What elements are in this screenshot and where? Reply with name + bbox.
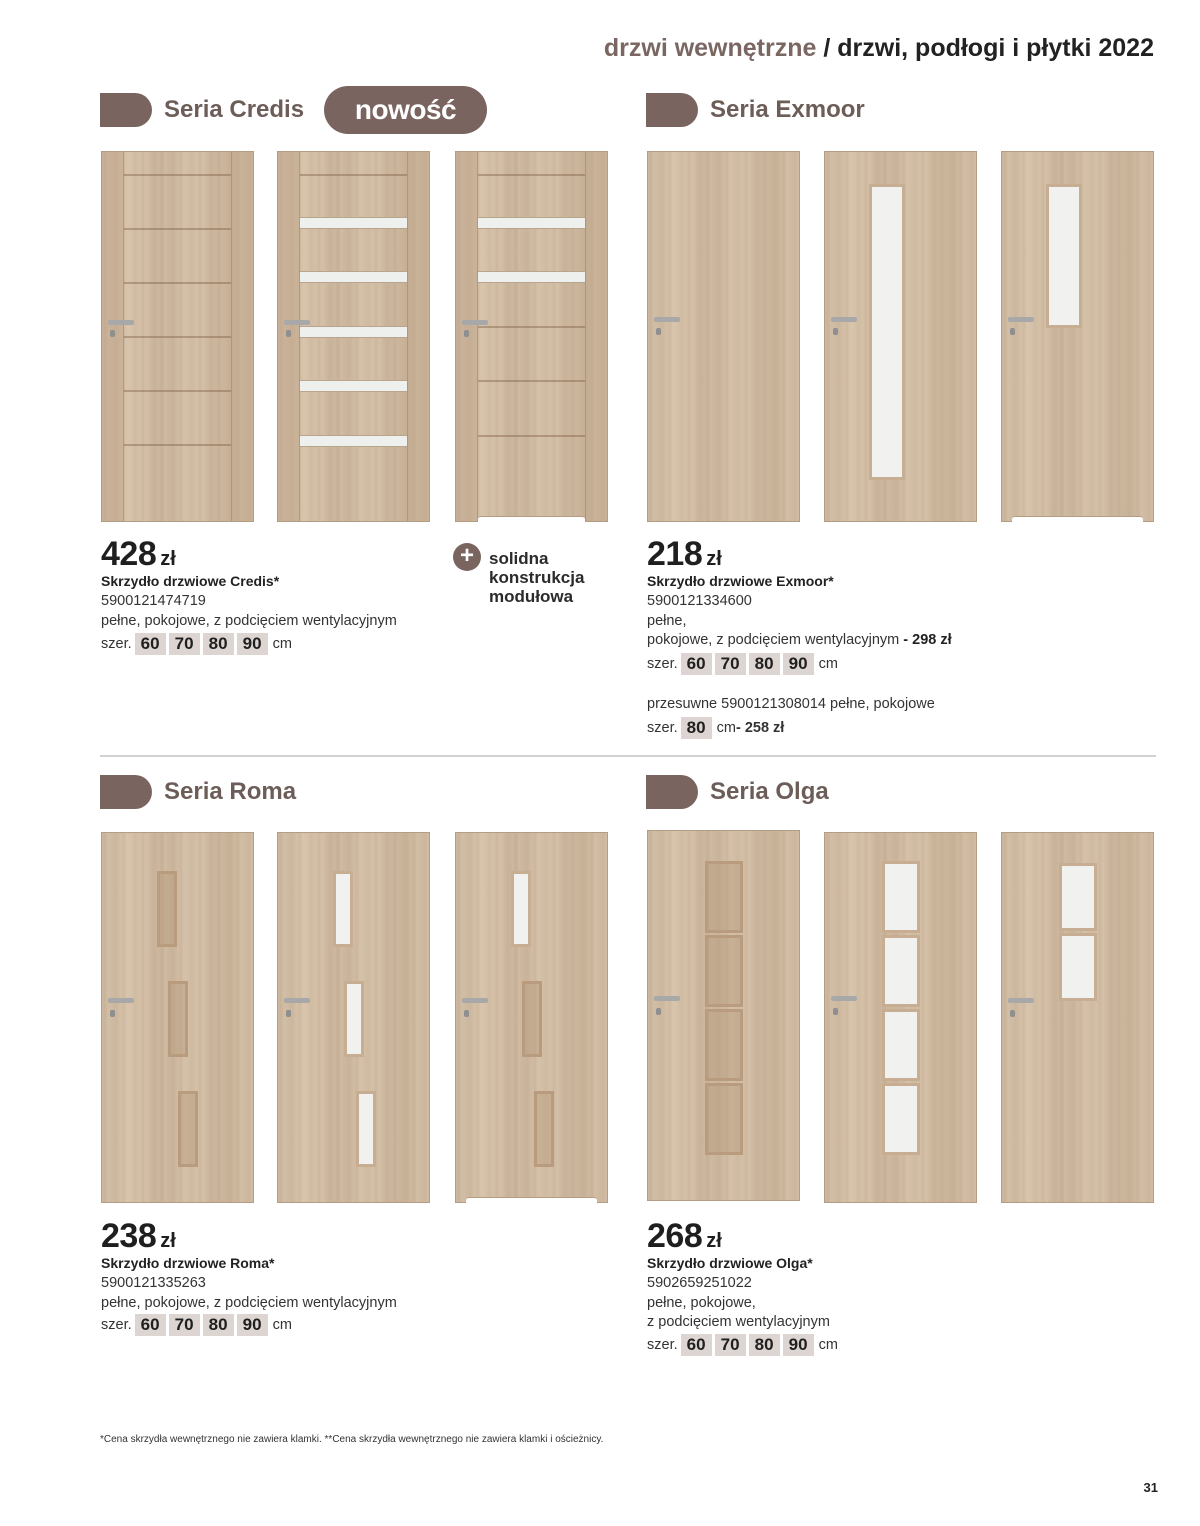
product-description: pełne, pokojowe, z podcięciem wentylacyjnym — [101, 613, 397, 629]
price-value: 428 — [101, 535, 157, 573]
header-category: drzwi wewnętrzne — [603, 34, 817, 62]
size-option[interactable]: 60 — [135, 1314, 166, 1336]
size-option[interactable]: 90 — [783, 653, 814, 675]
series-heading-exmoor — [646, 92, 865, 128]
price-olga — [647, 1217, 722, 1256]
door-handle-icon — [108, 320, 134, 325]
door-handle-icon — [462, 320, 488, 325]
price-currency: zł — [706, 548, 722, 570]
size-option[interactable]: 60 — [135, 633, 166, 655]
door-image-credis-glass-vent — [455, 151, 608, 522]
series-name: Seria Olga — [710, 778, 829, 805]
size-label: szer. — [647, 720, 678, 736]
product-description: z podcięciem wentylacyjnym — [647, 1314, 830, 1330]
sliding-size-selector — [647, 717, 784, 739]
door-handle-icon — [831, 996, 857, 1001]
door-handle-icon — [831, 317, 857, 322]
size-selector — [101, 1314, 292, 1336]
variant-text: pokojowe, z podcięciem wentylacyjnym — [647, 632, 900, 648]
series-pill-shape — [646, 775, 698, 809]
size-option[interactable]: 70 — [169, 1314, 200, 1336]
door-handle-icon — [1008, 998, 1034, 1003]
door-image-credis-glass — [277, 151, 430, 522]
door-handle-icon — [654, 317, 680, 322]
size-selector — [647, 653, 838, 675]
price-currency: zł — [160, 1230, 176, 1252]
size-option[interactable]: 80 — [203, 1314, 234, 1336]
feature-note — [453, 543, 584, 606]
series-pill-shape — [100, 775, 152, 809]
size-label: szer. — [101, 636, 132, 652]
sliding-price: - 258 zł — [735, 720, 785, 736]
section-divider — [100, 755, 1156, 757]
size-option[interactable]: 80 — [749, 1334, 780, 1356]
size-option[interactable]: 80 — [203, 633, 234, 655]
size-option[interactable]: 70 — [715, 1334, 746, 1356]
product-description-variant — [647, 632, 952, 648]
lock-icon — [286, 330, 291, 337]
variant-price: - 298 zł — [899, 632, 952, 648]
size-option[interactable]: 70 — [715, 653, 746, 675]
series-heading-roma — [100, 774, 296, 810]
lock-icon — [656, 1008, 661, 1015]
door-handle-icon — [654, 996, 680, 1001]
lock-icon — [286, 1010, 291, 1017]
size-label: szer. — [647, 656, 678, 672]
series-heading-olga — [646, 774, 829, 810]
lock-icon — [656, 328, 661, 335]
header-separator: / — [816, 34, 838, 62]
product-ean: 5900121334600 — [647, 593, 752, 609]
door-handle-icon — [462, 998, 488, 1003]
size-option[interactable]: 90 — [237, 1314, 268, 1336]
header-title: drzwi, podłogi i płytki 2022 — [837, 34, 1154, 62]
door-image-exmoor-full — [647, 151, 800, 522]
series-name: Seria Credis — [164, 96, 305, 123]
new-badge: nowość — [324, 86, 487, 134]
size-option[interactable]: 60 — [681, 653, 712, 675]
size-option[interactable]: 80 — [749, 653, 780, 675]
product-name: Skrzydło drzwiowe Credis* — [101, 573, 280, 589]
size-option[interactable]: 70 — [169, 633, 200, 655]
series-heading-credis — [100, 92, 304, 128]
door-image-exmoor-glass — [824, 151, 977, 522]
series-name: Seria Exmoor — [710, 96, 865, 123]
size-option[interactable]: 90 — [237, 633, 268, 655]
price-value: 268 — [647, 1217, 703, 1255]
product-name: Skrzydło drzwiowe Roma* — [101, 1255, 275, 1271]
price-value: 218 — [647, 535, 703, 573]
size-selector — [101, 633, 292, 655]
lock-icon — [833, 1008, 838, 1015]
series-pill-shape — [646, 93, 698, 127]
size-option[interactable]: 80 — [681, 717, 712, 739]
product-name: Skrzydło drzwiowe Olga* — [647, 1255, 813, 1271]
size-unit: cm — [716, 720, 736, 736]
size-label: szer. — [647, 1337, 678, 1353]
door-image-roma-full — [101, 832, 254, 1203]
series-name: Seria Roma — [164, 778, 297, 805]
product-ean: 5902659251022 — [647, 1275, 752, 1291]
plus-icon: + — [453, 543, 481, 571]
page-number: 31 — [1143, 1480, 1158, 1495]
lock-icon — [833, 328, 838, 335]
price-currency: zł — [706, 1230, 722, 1252]
size-unit: cm — [818, 1337, 838, 1353]
feature-line: solidna — [489, 549, 549, 568]
price-exmoor — [647, 535, 722, 574]
feature-line: konstrukcja — [489, 568, 585, 587]
lock-icon — [464, 330, 469, 337]
door-image-roma-mixed — [455, 832, 608, 1203]
price-roma — [101, 1217, 176, 1256]
door-image-exmoor-glass-short — [1001, 151, 1154, 522]
size-selector — [647, 1334, 838, 1356]
lock-icon — [110, 1010, 115, 1017]
door-handle-icon — [284, 998, 310, 1003]
size-unit: cm — [272, 1317, 292, 1333]
feature-text — [489, 549, 584, 606]
product-description: pełne, pokojowe, z podcięciem wentylacyjnym — [101, 1295, 397, 1311]
door-image-olga-glass — [824, 832, 977, 1203]
product-description: pełne, — [647, 613, 687, 629]
lock-icon — [1010, 1010, 1015, 1017]
door-image-credis-full — [101, 151, 254, 522]
product-description: pełne, pokojowe, — [647, 1295, 756, 1311]
size-option[interactable]: 90 — [783, 1334, 814, 1356]
size-label: szer. — [101, 1317, 132, 1333]
size-unit: cm — [818, 656, 838, 672]
door-handle-icon — [284, 320, 310, 325]
lock-icon — [464, 1010, 469, 1017]
door-handle-icon — [108, 998, 134, 1003]
door-image-roma-glass — [277, 832, 430, 1203]
page-header — [604, 34, 1154, 63]
price-value: 238 — [101, 1217, 157, 1255]
door-handle-icon — [1008, 317, 1034, 322]
lock-icon — [110, 330, 115, 337]
lock-icon — [1010, 328, 1015, 335]
sliding-variant-text: przesuwne 5900121308014 pełne, pokojowe — [647, 696, 935, 712]
price-credis — [101, 535, 176, 574]
door-image-olga-full — [647, 830, 800, 1201]
price-currency: zł — [160, 548, 176, 570]
product-ean: 5900121474719 — [101, 593, 206, 609]
size-unit: cm — [272, 636, 292, 652]
door-image-olga-glass-short — [1001, 832, 1154, 1203]
footnote: *Cena skrzydła wewnętrznego nie zawiera klamki. **Cena skrzydła wewnętrznego nie zawiera klamki i ościeżnicy. — [100, 1434, 604, 1445]
product-ean: 5900121335263 — [101, 1275, 206, 1291]
series-pill-shape — [100, 93, 152, 127]
product-name: Skrzydło drzwiowe Exmoor* — [647, 573, 834, 589]
feature-line: modułowa — [489, 587, 574, 606]
size-option[interactable]: 60 — [681, 1334, 712, 1356]
